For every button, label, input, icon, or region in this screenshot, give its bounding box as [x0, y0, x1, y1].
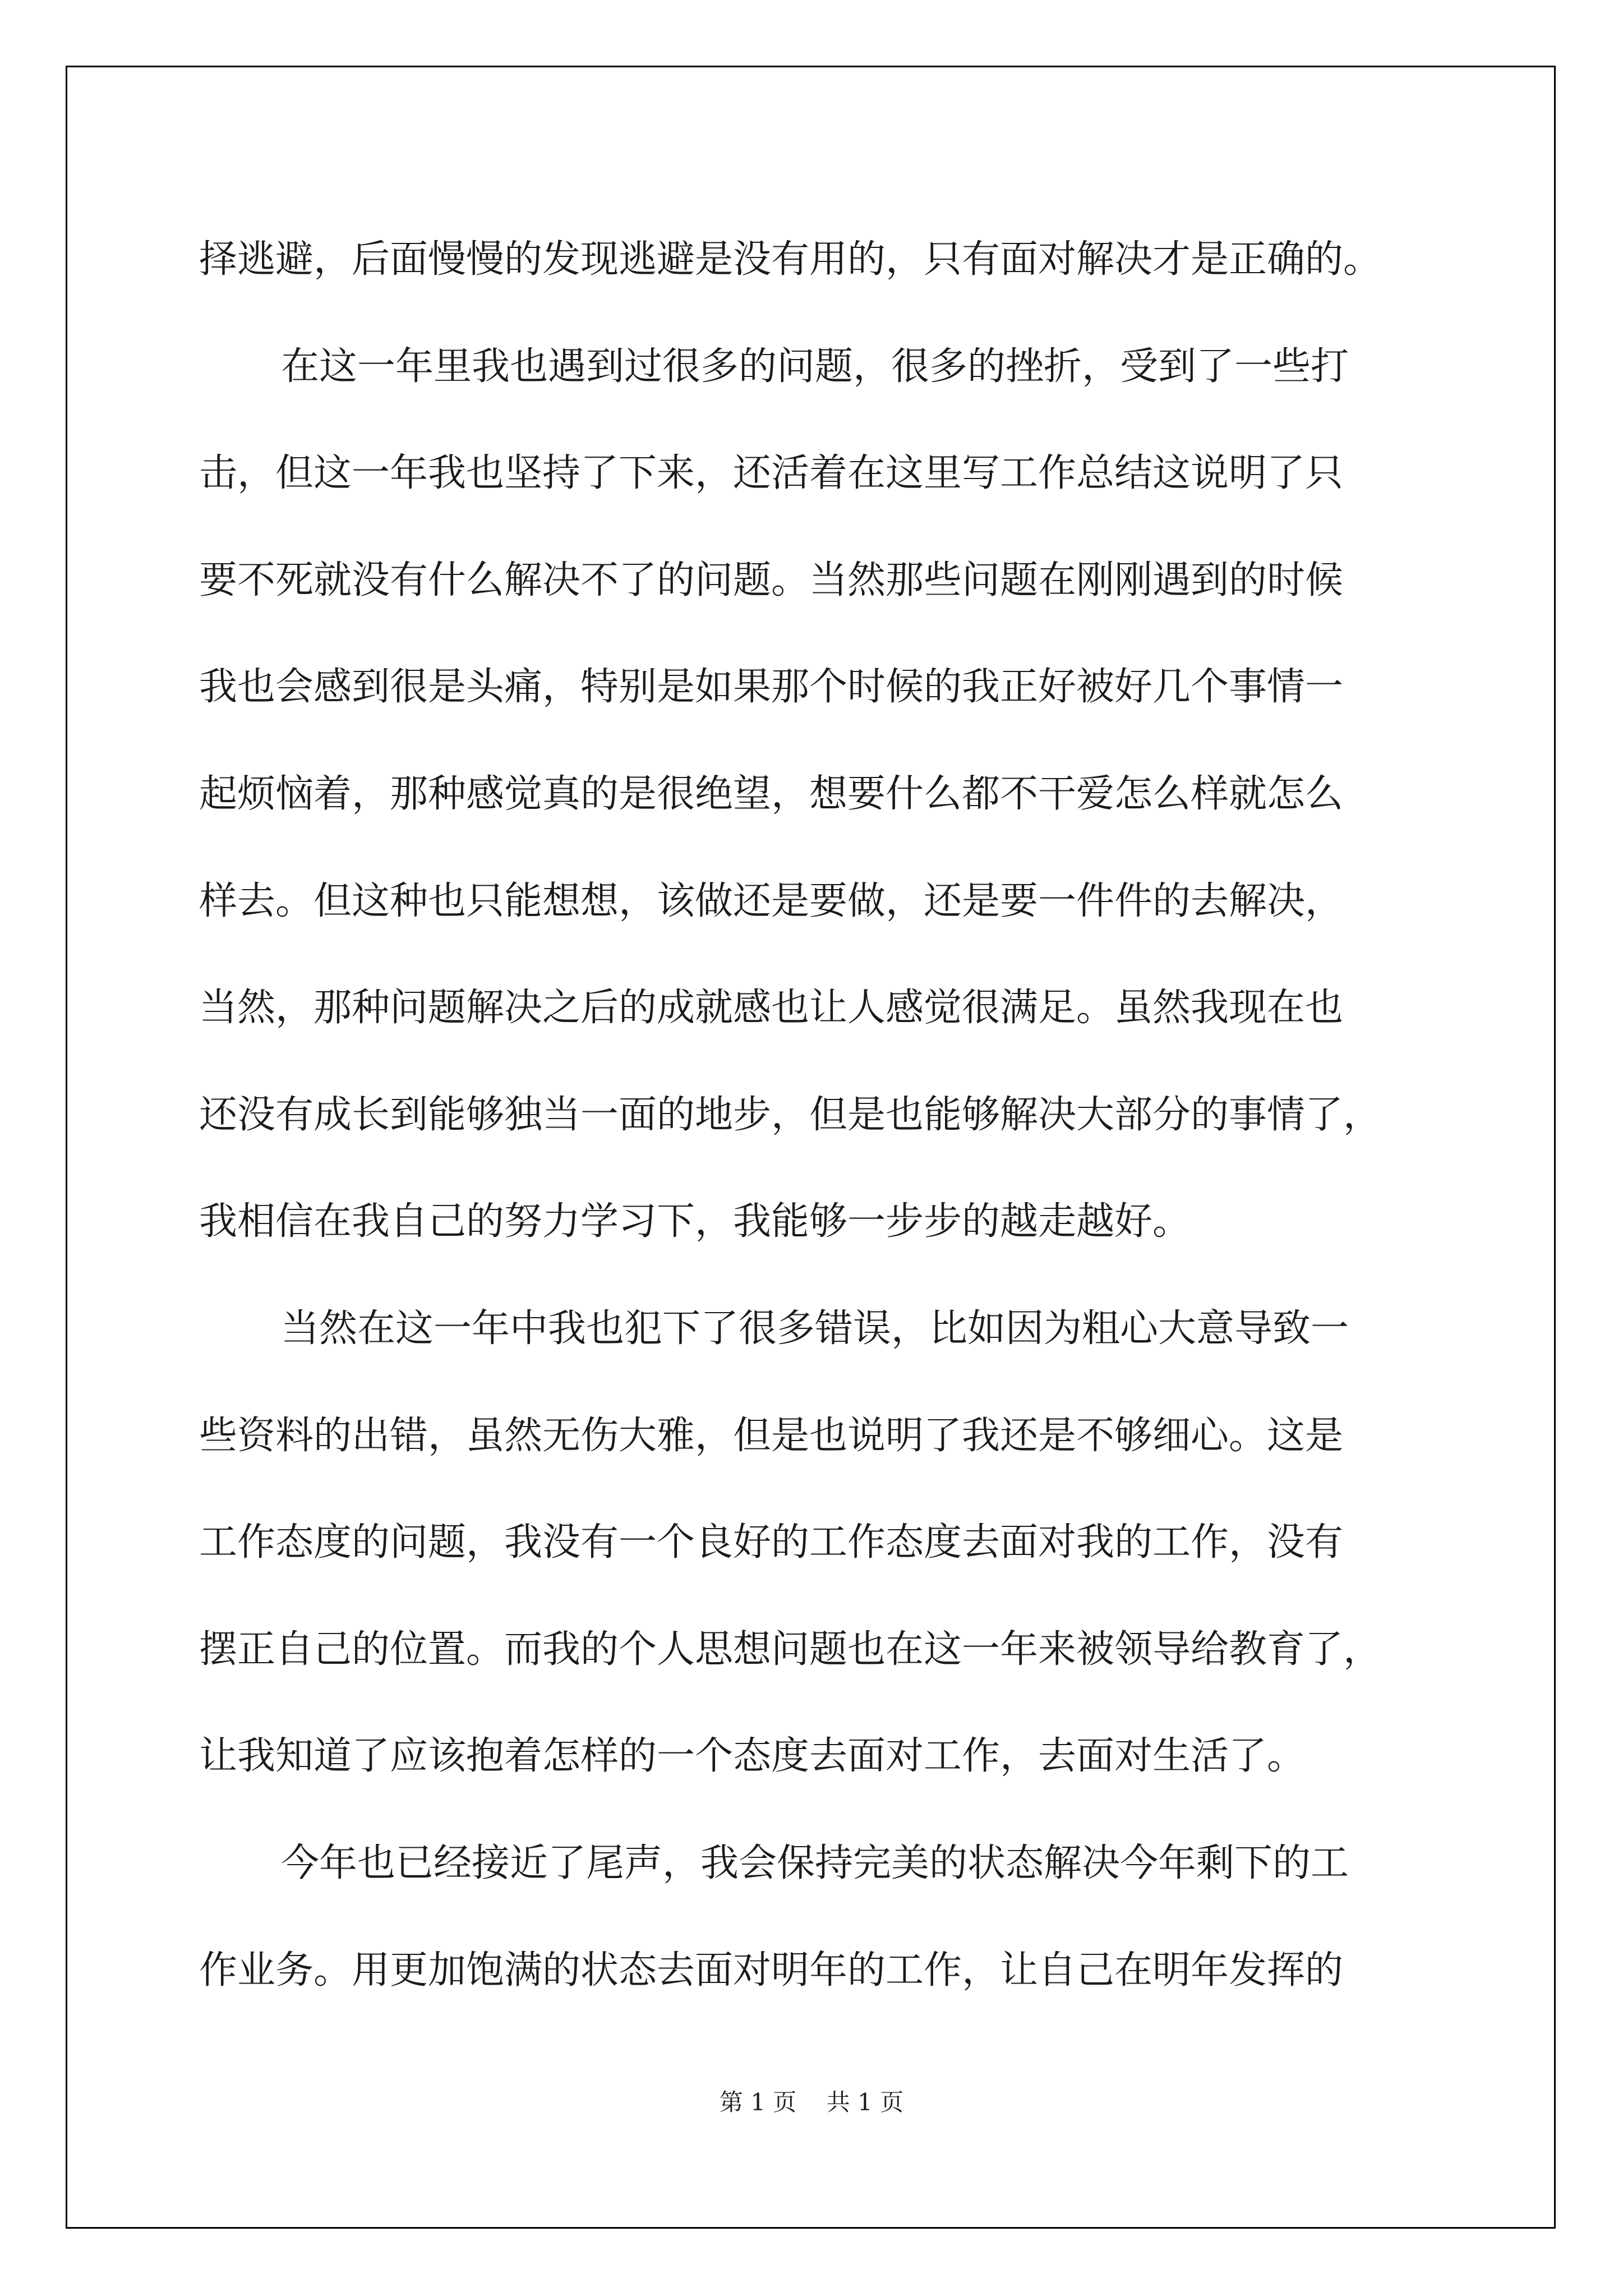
- text-line: 作业务。用更加饱满的状态去面对明年的工作，让自己在明年发挥的: [199, 1948, 1344, 1993]
- text-line: 在这一年里我也遇到过很多的问题，很多的挫折，受到了一些打: [281, 344, 1349, 389]
- text-line: 当然，那种问题解决之后的成就感也让人感觉很满足。虽然我现在也: [199, 986, 1344, 1030]
- text-line: 要不死就没有什么解决不了的问题。当然那些问题在刚刚遇到的时候: [199, 558, 1344, 602]
- text-line: 当然在这一年中我也犯下了很多错误，比如因为粗心大意导致一: [281, 1306, 1349, 1351]
- text-line: 我也会感到很是头痛，特别是如果那个时候的我正好被好几个事情一: [199, 665, 1344, 710]
- text-line: 击，但这一年我也坚持了下来，还活着在这里写工作总结这说明了只: [199, 451, 1344, 496]
- text-line: 今年也已经接近了尾声，我会保持完美的状态解决今年剩下的工: [281, 1841, 1349, 1885]
- text-line: 我相信在我自己的努力学习下，我能够一步步的越走越好。: [199, 1199, 1191, 1244]
- document-body: [199, 206, 1422, 2024]
- page-footer: 第 1 页 共 1 页: [719, 2088, 904, 2116]
- text-line: 摆正自己的位置。而我的个人思想问题也在这一年来被领导给教育了，: [199, 1627, 1382, 1672]
- text-line: 起烦恼着，那种感觉真的是很绝望，想要什么都不干爱怎么样就怎么: [199, 771, 1344, 816]
- text-line: 让我知道了应该抱着怎样的一个态度去面对工作，去面对生活了。: [199, 1734, 1306, 1779]
- text-line: 还没有成长到能够独当一面的地步，但是也能够解决大部分的事情了，: [199, 1092, 1382, 1137]
- text-line: 择逃避，后面慢慢的发现逃避是没有用的，只有面对解决才是正确的。: [199, 237, 1382, 282]
- text-line: 样去。但这种也只能想想，该做还是要做，还是要一件件的去解决，: [199, 878, 1344, 923]
- text-line: 工作态度的问题，我没有一个良好的工作态度去面对我的工作，没有: [199, 1520, 1344, 1565]
- text-line: 些资料的出错，虽然无伤大雅，但是也说明了我还是不够细心。这是: [199, 1413, 1344, 1458]
